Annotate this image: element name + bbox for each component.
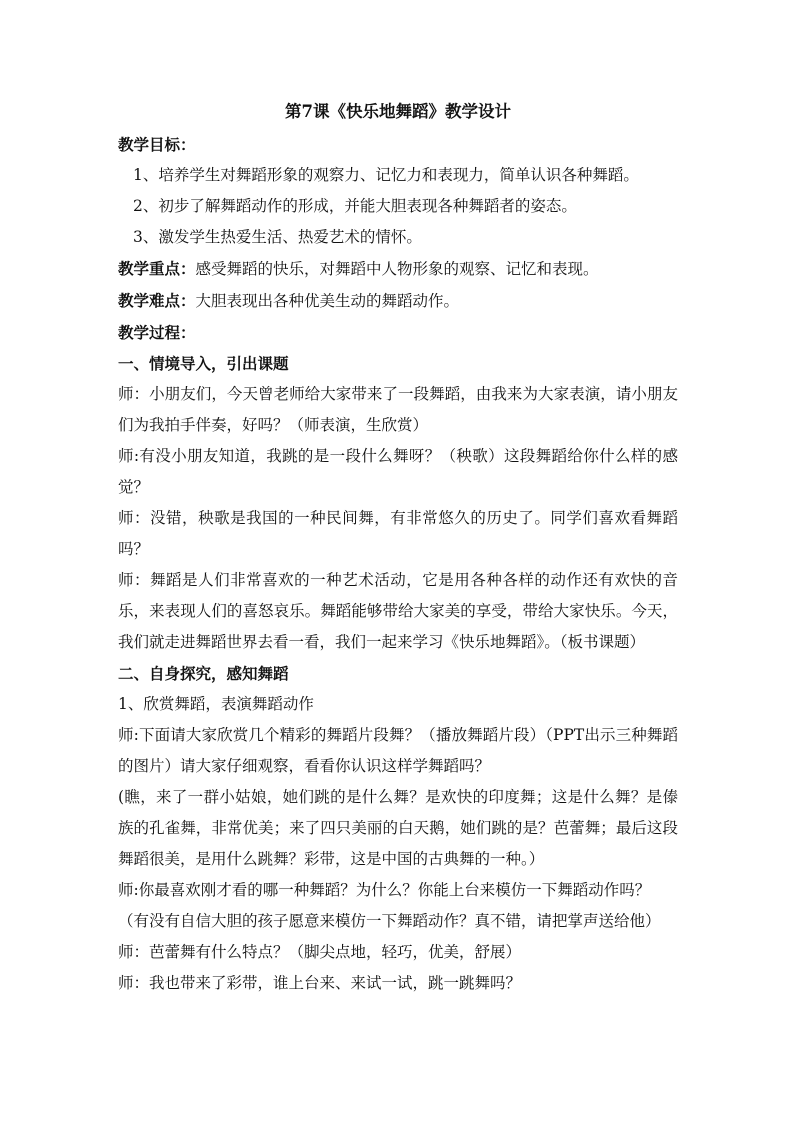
key-point-text: 感受舞蹈的快乐，对舞蹈中人物形象的观察、记忆和表现。 (195, 260, 599, 278)
objective-item: 2、初步了解舞蹈动作的形成，并能大胆表现各种舞蹈者的姿态。 (133, 197, 577, 215)
section1-paragraph: 师：没错，秧歌是我国的一种民间舞，有非常悠久的历史了。同学们喜欢看舞蹈吗？ (118, 509, 678, 558)
section2-subheading: 1、欣赏舞蹈，表演舞蹈动作 (118, 695, 314, 713)
document-title: 第7课《快乐地舞蹈》教学设计 (285, 102, 511, 121)
section2-paragraph: 师:你最喜欢刚才看的哪一种舞蹈？为什么？你能上台来模仿一下舞蹈动作吗？ (118, 881, 651, 899)
section2-paragraph: （有没有自信大胆的孩子愿意来模仿一下舞蹈动作？真不错，请把掌声送给他） (118, 912, 661, 930)
document-body (118, 98, 678, 999)
section2-paragraph: 师：我也带来了彩带，谁上台来、来试一试，跳一跳舞吗？ (118, 974, 522, 992)
section1-heading: 一、情境导入，引出课题 (118, 354, 289, 373)
key-point-line (118, 253, 678, 285)
section2-paragraph: 师：芭蕾舞有什么特点？（脚尖点地，轻巧，优美，舒展） (118, 943, 522, 961)
objectives-heading: 教学目标： (118, 135, 196, 154)
section1-paragraph: 师:有没小朋友知道，我跳的是一段什么舞呀？（秧歌）这段舞蹈给你什么样的感觉？ (118, 447, 678, 496)
objective-item: 3、激发学生热爱生活、热爱艺术的情怀。 (133, 228, 422, 246)
objective-item: 1、培养学生对舞蹈形象的观察力、记忆力和表现力，简单认识各种舞蹈。 (133, 166, 639, 184)
section1-paragraph: 师：舞蹈是人们非常喜欢的一种艺术活动，它是用各种各样的动作还有欢快的音乐，来表现人们的喜怒哀乐。舞蹈能够带给大家美的享受，带给大家快乐。今天，我们就走进舞蹈世界去看一看，我们一起来学习《快乐地舞蹈》。（板书课题） (118, 571, 678, 651)
key-point-label: 教学重点： (118, 259, 196, 278)
difficulty-label: 教学难点： (118, 291, 196, 310)
section2-paragraph: 师:下面请大家欣赏几个精彩的舞蹈片段舞？（播放舞蹈片段）（PPT出示三种舞蹈的图片）请大家仔细观察，看看你认识这样学舞蹈吗？ (118, 726, 678, 775)
difficulty-line (118, 285, 678, 317)
section2-paragraph: (瞧，来了一群小姑娘，她们跳的是什么舞？是欢快的印度舞；这是什么舞？是傣族的孔雀舞，非常优美；来了四只美丽的白天鹅，她们跳的是？芭蕾舞；最后这段舞蹈很美，是用什么跳舞？彩带，这是中国的古典舞的一种。） (118, 788, 678, 868)
difficulty-text: 大胆表现出各种优美生动的舞蹈动作。 (195, 292, 460, 310)
process-heading: 教学过程： (118, 323, 196, 342)
section1-paragraph: 师：小朋友们，今天曾老师给大家带来了一段舞蹈，由我来为大家表演，请小朋友们为我拍手伴奏，好吗？（师表演，生欣赏） (118, 385, 678, 434)
section2-heading: 二、自身探究，感知舞蹈 (118, 664, 289, 683)
